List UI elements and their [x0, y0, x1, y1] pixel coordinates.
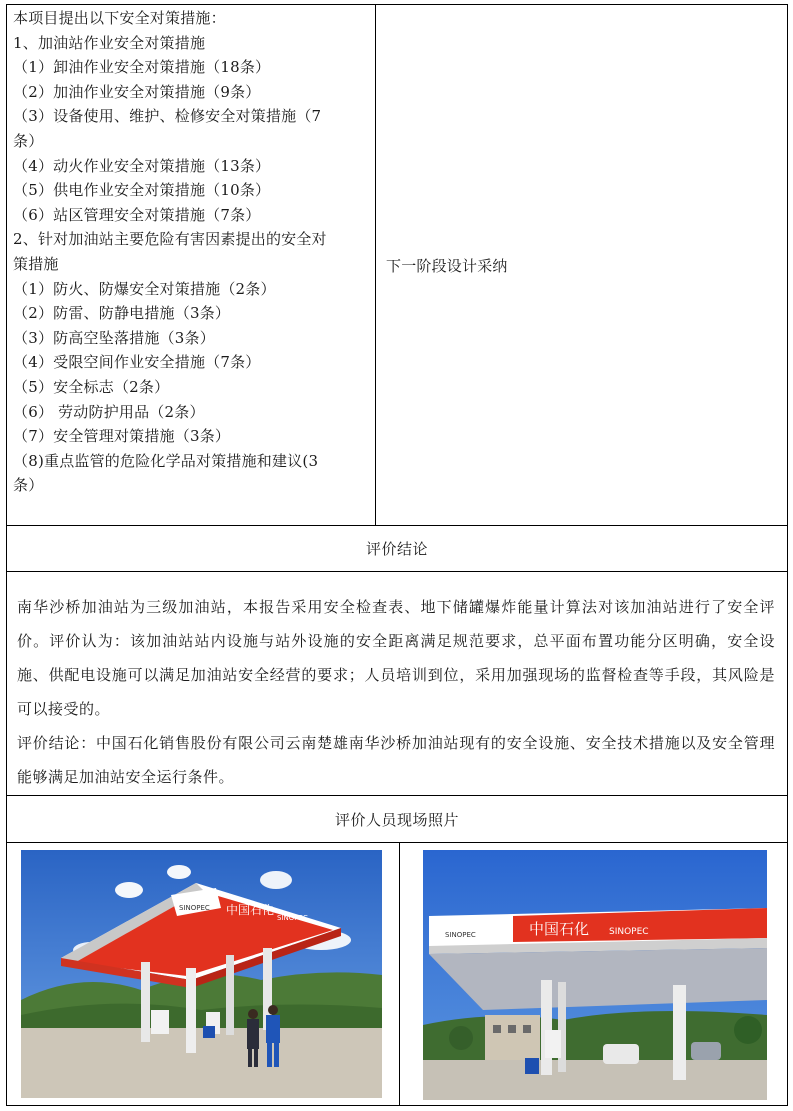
adoption-text: 下一阶段设计采纳 [386, 256, 508, 275]
measures-section-2-continued: 策措施 [13, 254, 59, 273]
measure-item: （4）受限空间作业安全措施（7条） [13, 353, 261, 372]
logo-text: SINOPEC [179, 904, 210, 912]
conclusion-statement: 评价结论：中国石化销售股份有限公司云南楚雄南华沙桥加油站现有的安全设施、安全技术措施以及安全管理能够满足加油站安全运行条件。 [17, 734, 775, 786]
site-photo-left [21, 850, 382, 1098]
measure-item-continued: 条） [13, 131, 44, 150]
adoption-cell [376, 5, 787, 525]
measure-item: （3）防高空坠落措施（3条） [13, 328, 215, 347]
measure-item: （6）站区管理安全对策措施（7条） [13, 205, 261, 224]
measure-item: （5）安全标志（2条） [13, 377, 170, 396]
measure-item: （4）动火作业安全对策措施（13条） [13, 156, 271, 175]
canopy-text-en: SINOPEC [277, 914, 308, 922]
measure-item-continued: 条） [13, 476, 44, 495]
conclusion-body [7, 571, 787, 796]
conclusion-paragraph: 南华沙桥加油站为三级加油站，本报告采用安全检查表、地下储罐爆炸能量计算法对该加油站进行了安全评价。评价认为：该加油站站内设施与站外设施的安全距离满足规范要求，总平面布置功能分区明确，安全设施、供配电设施可以满足加油站安全经营的要求；人员培训到位，采用加强现场的监督检查等手段，其风险是可以接受的。 [17, 598, 775, 718]
safety-measures-list [7, 5, 376, 525]
measure-item: （3）设备使用、维护、检修安全对策措施（7 [13, 107, 322, 126]
canopy-text: 中国石化 [226, 903, 275, 917]
measure-item: （1）防火、防爆安全对策措施（2条） [13, 279, 276, 298]
photos-row [7, 842, 787, 1105]
measure-item: （2）加油作业安全对策措施（9条） [13, 82, 261, 101]
measure-item: （6） 劳动防护用品（2条） [13, 402, 205, 421]
canopy-text-en: SINOPEC [609, 927, 649, 937]
safety-measures-row [7, 5, 787, 526]
measure-item: （7）安全管理对策措施（3条） [13, 427, 231, 446]
logo-text: SINOPEC [445, 931, 476, 939]
measure-item: （8)重点监管的危险化学品对策措施和建议(3 [13, 451, 319, 470]
document-table [6, 4, 788, 1106]
measure-item: （5）供电作业安全对策措施（10条） [13, 181, 271, 200]
measure-item: （1）卸油作业安全对策措施（18条） [13, 58, 271, 77]
site-photo-right [423, 850, 767, 1100]
measure-item: （2）防雷、防静电措施（3条） [13, 304, 231, 323]
canopy-text: 中国石化 [529, 920, 590, 938]
measures-section-1: 1、加油站作业安全对策措施 [13, 33, 206, 52]
photos-heading: 评价人员现场照片 [7, 797, 787, 843]
conclusion-heading: 评价结论 [7, 526, 787, 572]
measures-section-2: 2、针对加油站主要危险有害因素提出的安全对 [13, 230, 327, 249]
measures-intro: 本项目提出以下安全对策措施： [13, 9, 226, 27]
